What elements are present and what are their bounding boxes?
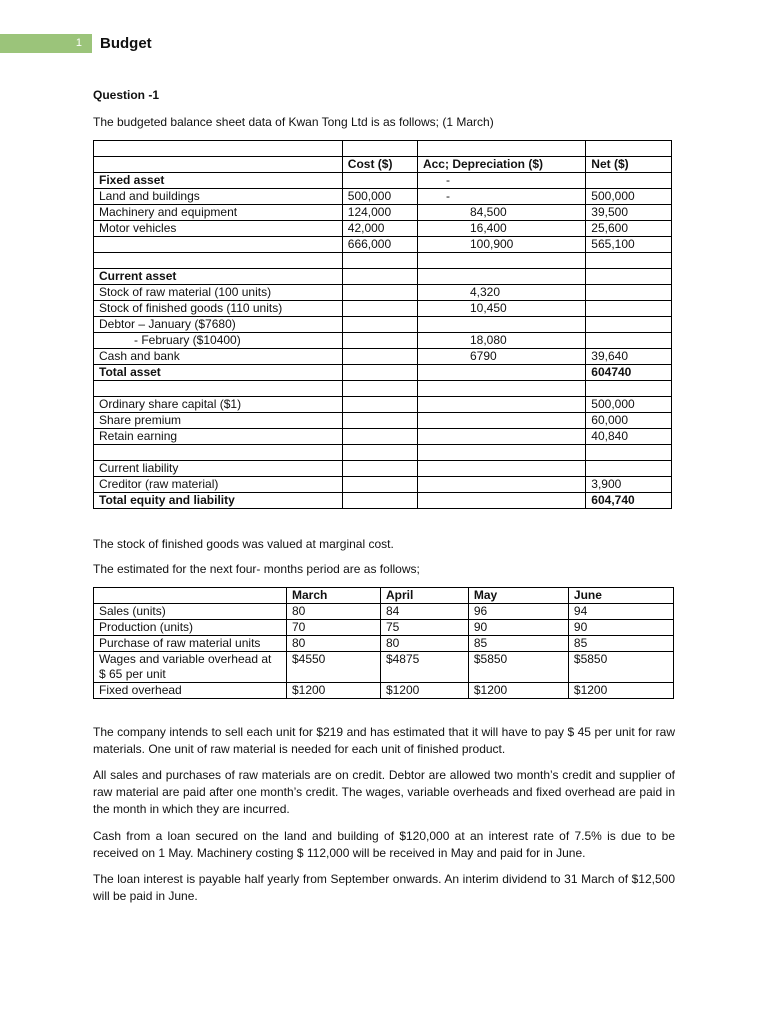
- table-cell: 90: [568, 620, 673, 636]
- page-header: [0, 34, 768, 53]
- row-label: Share premium: [94, 413, 343, 429]
- table-cell: $5850: [468, 652, 568, 683]
- table-cell: 124,000: [342, 205, 417, 221]
- column-header: March: [286, 588, 380, 604]
- table-row: [94, 365, 672, 381]
- page-title: Budget: [100, 35, 152, 52]
- table-cell: 4,320: [417, 285, 585, 301]
- section-label: Current asset: [94, 269, 343, 285]
- table-cell: 70: [286, 620, 380, 636]
- column-header: June: [568, 588, 673, 604]
- row-label: Wages and variable overhead at $ 65 per unit: [94, 652, 287, 683]
- column-header: April: [380, 588, 468, 604]
- table-cell: 100,900: [417, 237, 585, 253]
- table-cell: 39,500: [586, 205, 672, 221]
- question-label: Question -1: [93, 88, 160, 102]
- table-row: [94, 221, 672, 237]
- table-row: [94, 652, 674, 683]
- row-label: Stock of finished goods (110 units): [94, 301, 343, 317]
- row-label: Cash and bank: [94, 349, 343, 365]
- column-header: Cost ($): [342, 157, 417, 173]
- table-cell: $1200: [568, 683, 673, 699]
- table-cell: 80: [286, 636, 380, 652]
- table-row: [94, 493, 672, 509]
- table-row: [94, 317, 672, 333]
- table-row: [94, 173, 672, 189]
- table-row: [94, 141, 672, 157]
- table-row: [94, 429, 672, 445]
- table-cell: 16,400: [417, 221, 585, 237]
- table-cell: 96: [468, 604, 568, 620]
- table-cell: 18,080: [417, 333, 585, 349]
- table-cell: $1200: [286, 683, 380, 699]
- table-row: [94, 205, 672, 221]
- column-header: Net ($): [586, 157, 672, 173]
- row-label: Purchase of raw material units: [94, 636, 287, 652]
- table-row: [94, 413, 672, 429]
- table-cell: 94: [568, 604, 673, 620]
- table-cell: 80: [380, 636, 468, 652]
- table-cell: 666,000: [342, 237, 417, 253]
- column-header: Acc; Depreciation ($): [417, 157, 585, 173]
- table-row: [94, 189, 672, 205]
- table-row: [94, 604, 674, 620]
- table-cell: $4550: [286, 652, 380, 683]
- table-row: [94, 381, 672, 397]
- table-cell: 42,000: [342, 221, 417, 237]
- paragraph: The loan interest is payable half yearly from September onwards. An interim dividend to 31 March of $12,500 will be paid in June.: [93, 872, 675, 903]
- table-cell: 500,000: [586, 397, 672, 413]
- table-cell: 39,640: [586, 349, 672, 365]
- row-label: Creditor (raw material): [94, 477, 343, 493]
- table-row: [94, 349, 672, 365]
- row-label: Debtor – January ($7680): [94, 317, 343, 333]
- table-cell: 84: [380, 604, 468, 620]
- row-label: Motor vehicles: [94, 221, 343, 237]
- table-row: [94, 620, 674, 636]
- table-header-row: [94, 588, 674, 604]
- table-cell: $1200: [380, 683, 468, 699]
- table-cell: 6790: [417, 349, 585, 365]
- intro-text: The budgeted balance sheet data of Kwan Tong Ltd is as follows; (1 March): [93, 115, 494, 129]
- paragraph: Cash from a loan secured on the land and building of $120,000 at an interest rate of 7.5% is due to be received on 1 May. Machinery costing $ 112,000 will be received in May and paid for in June.: [93, 829, 675, 860]
- page-number: 1: [0, 34, 92, 53]
- row-label: Fixed overhead: [94, 683, 287, 699]
- row-label: Land and buildings: [94, 189, 343, 205]
- table-row: [94, 461, 672, 477]
- stock-note: The stock of finished goods was valued at marginal cost.: [93, 537, 394, 551]
- table-row: [94, 253, 672, 269]
- table-cell: $4875: [380, 652, 468, 683]
- estimate-intro: The estimated for the next four- months period are as follows;: [93, 562, 420, 576]
- table-cell: $1200: [468, 683, 568, 699]
- table-row: [94, 333, 672, 349]
- table-cell: -: [417, 173, 585, 189]
- forecast-table: [93, 587, 674, 699]
- row-label: - February ($10400): [94, 333, 343, 349]
- table-cell: [94, 141, 343, 157]
- table-row: [94, 683, 674, 699]
- table-row: [94, 636, 674, 652]
- row-label: Machinery and equipment: [94, 205, 343, 221]
- table-row: [94, 269, 672, 285]
- table-cell: 25,600: [586, 221, 672, 237]
- table-cell: 565,100: [586, 237, 672, 253]
- paragraph: All sales and purchases of raw materials are on credit. Debtor are allowed two month’s credit and supplier of raw material are paid after one month’s credit. The wages, variable overheads and fixed overhead are paid in the month in which they are incurred.: [93, 768, 675, 816]
- table-cell: 85: [468, 636, 568, 652]
- table-cell: 40,840: [586, 429, 672, 445]
- table-cell: 500,000: [342, 189, 417, 205]
- table-cell: 75: [380, 620, 468, 636]
- table-cell: 84,500: [417, 205, 585, 221]
- table-cell: 3,900: [586, 477, 672, 493]
- table-cell: 500,000: [586, 189, 672, 205]
- row-label: Stock of raw material (100 units): [94, 285, 343, 301]
- table-row: [94, 397, 672, 413]
- table-cell: 604740: [586, 365, 672, 381]
- table-row: [94, 285, 672, 301]
- row-label: Production (units): [94, 620, 287, 636]
- table-row: [94, 301, 672, 317]
- table-row: [94, 237, 672, 253]
- table-cell: 80: [286, 604, 380, 620]
- table-header-row: [94, 157, 672, 173]
- table-cell: $5850: [568, 652, 673, 683]
- table-cell: 60,000: [586, 413, 672, 429]
- column-header: May: [468, 588, 568, 604]
- table-cell: 90: [468, 620, 568, 636]
- row-label: Sales (units): [94, 604, 287, 620]
- row-label: Retain earning: [94, 429, 343, 445]
- row-label: Ordinary share capital ($1): [94, 397, 343, 413]
- table-cell: 85: [568, 636, 673, 652]
- paragraph: The company intends to sell each unit for $219 and has estimated that it will have to pay $ 45 per unit for raw materials. One unit of raw material is needed for each unit of finished product.: [93, 725, 675, 756]
- table-row: [94, 477, 672, 493]
- row-label: Current liability: [94, 461, 343, 477]
- table-cell: 604,740: [586, 493, 672, 509]
- section-label: Fixed asset: [94, 173, 343, 189]
- table-row: [94, 445, 672, 461]
- row-label: Total asset: [94, 365, 343, 381]
- table-cell: 10,450: [417, 301, 585, 317]
- table-cell: -: [417, 189, 585, 205]
- row-label: Total equity and liability: [94, 493, 343, 509]
- balance-sheet-table: [93, 140, 672, 509]
